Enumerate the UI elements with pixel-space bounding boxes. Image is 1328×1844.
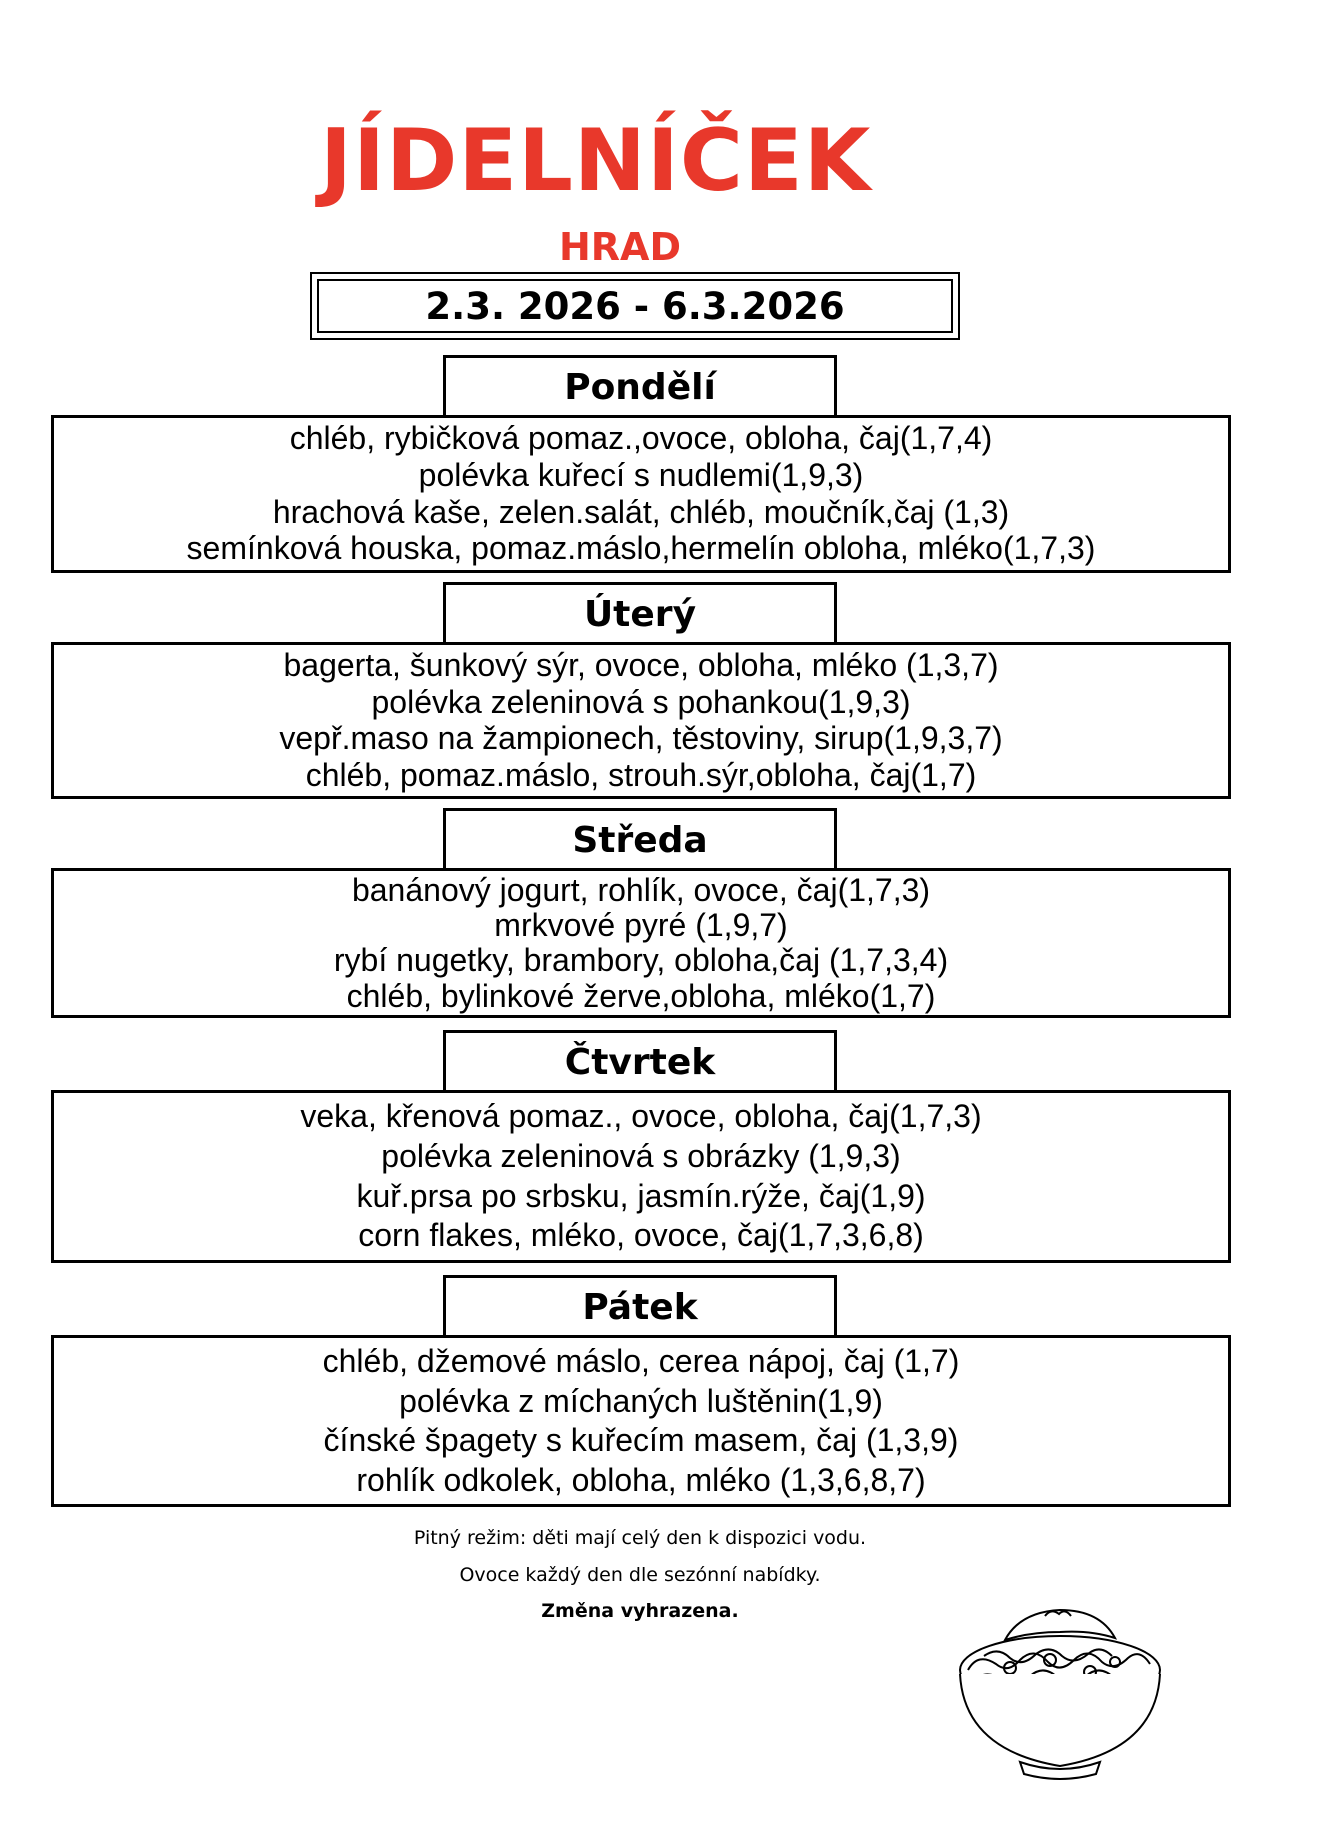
menu-item: banánový jogurt, rohlík, ovoce, čaj(1,7,3) (351, 872, 931, 908)
day-label-wednesday: Středa (443, 808, 837, 870)
menu-item: chléb, džemové máslo, cerea nápoj, čaj (1,7) (322, 1343, 960, 1380)
menu-item: polévka zeleninová s pohankou(1,9,3) (371, 683, 911, 720)
menu-item: chléb, pomaz.máslo, strouh.sýr,obloha, čaj(1,7) (305, 756, 977, 793)
page-subtitle: HRAD (558, 225, 681, 269)
day-menu-tuesday (51, 642, 1231, 799)
menu-item: kuř.prsa po srbsku, jasmín.rýže, čaj(1,9) (356, 1177, 926, 1214)
menu-item: chléb, bylinkové žerve,obloha, mléko(1,7) (346, 977, 936, 1014)
menu-item: hrachová kaše, zelen.salát, chléb, moučník,čaj (1,3) (272, 493, 1010, 530)
menu-item: mrkvové pyré (1,9,7) (494, 907, 788, 944)
date-range-box (310, 272, 960, 340)
day-menu-friday (51, 1335, 1231, 1507)
menu-item: vepř.maso na žampionech, těstoviny, sirup(1,9,3,7) (279, 720, 1003, 757)
menu-item: veka, křenová pomaz., ovoce, obloha, čaj(1,7,3) (300, 1098, 982, 1135)
note-fruit: Ovoce každý den dle sezónní nabídky. (459, 1564, 821, 1586)
menu-item: polévka z míchaných luštěnin(1,9) (399, 1382, 883, 1419)
menu-item: chléb, rybičková pomaz.,ovoce, obloha, čaj(1,7,4) (289, 420, 993, 457)
date-range: 2.3. 2026 - 6.3.2026 (317, 279, 953, 333)
menu-item: semínková houska, pomaz.máslo,hermelín obloha, mléko(1,7,3) (186, 530, 1096, 567)
day-label-friday: Pátek (443, 1275, 837, 1337)
menu-item: rohlík odkolek, obloha, mléko (1,3,6,8,7) (356, 1461, 926, 1498)
note-drinking: Pitný režim: děti mají celý den k dispozici vodu. (413, 1527, 867, 1549)
page-title: JÍDELNÍČEK (320, 111, 872, 211)
day-menu-monday (51, 415, 1231, 573)
day-menu-wednesday (51, 868, 1231, 1018)
spaghetti-bowl-icon (950, 1590, 1170, 1790)
menu-item: corn flakes, mléko, ovoce, čaj(1,7,3,6,8) (358, 1217, 924, 1254)
menu-item: polévka zeleninová s obrázky (1,9,3) (381, 1138, 901, 1175)
note-change: Změna vyhrazena. (541, 1600, 739, 1622)
day-label-monday: Pondělí (443, 355, 837, 417)
menu-item: rybí nugetky, brambory, obloha,čaj (1,7,3,4) (333, 942, 949, 979)
menu-item: čínské špagety s kuřecím masem, čaj (1,3,9) (323, 1422, 959, 1459)
day-label-tuesday: Úterý (443, 582, 837, 644)
menu-item: polévka kuřecí s nudlemi(1,9,3) (418, 457, 864, 494)
day-menu-thursday (51, 1090, 1231, 1263)
day-label-thursday: Čtvrtek (443, 1030, 837, 1092)
menu-item: bagerta, šunkový sýr, ovoce, obloha, mléko (1,3,7) (283, 647, 999, 684)
